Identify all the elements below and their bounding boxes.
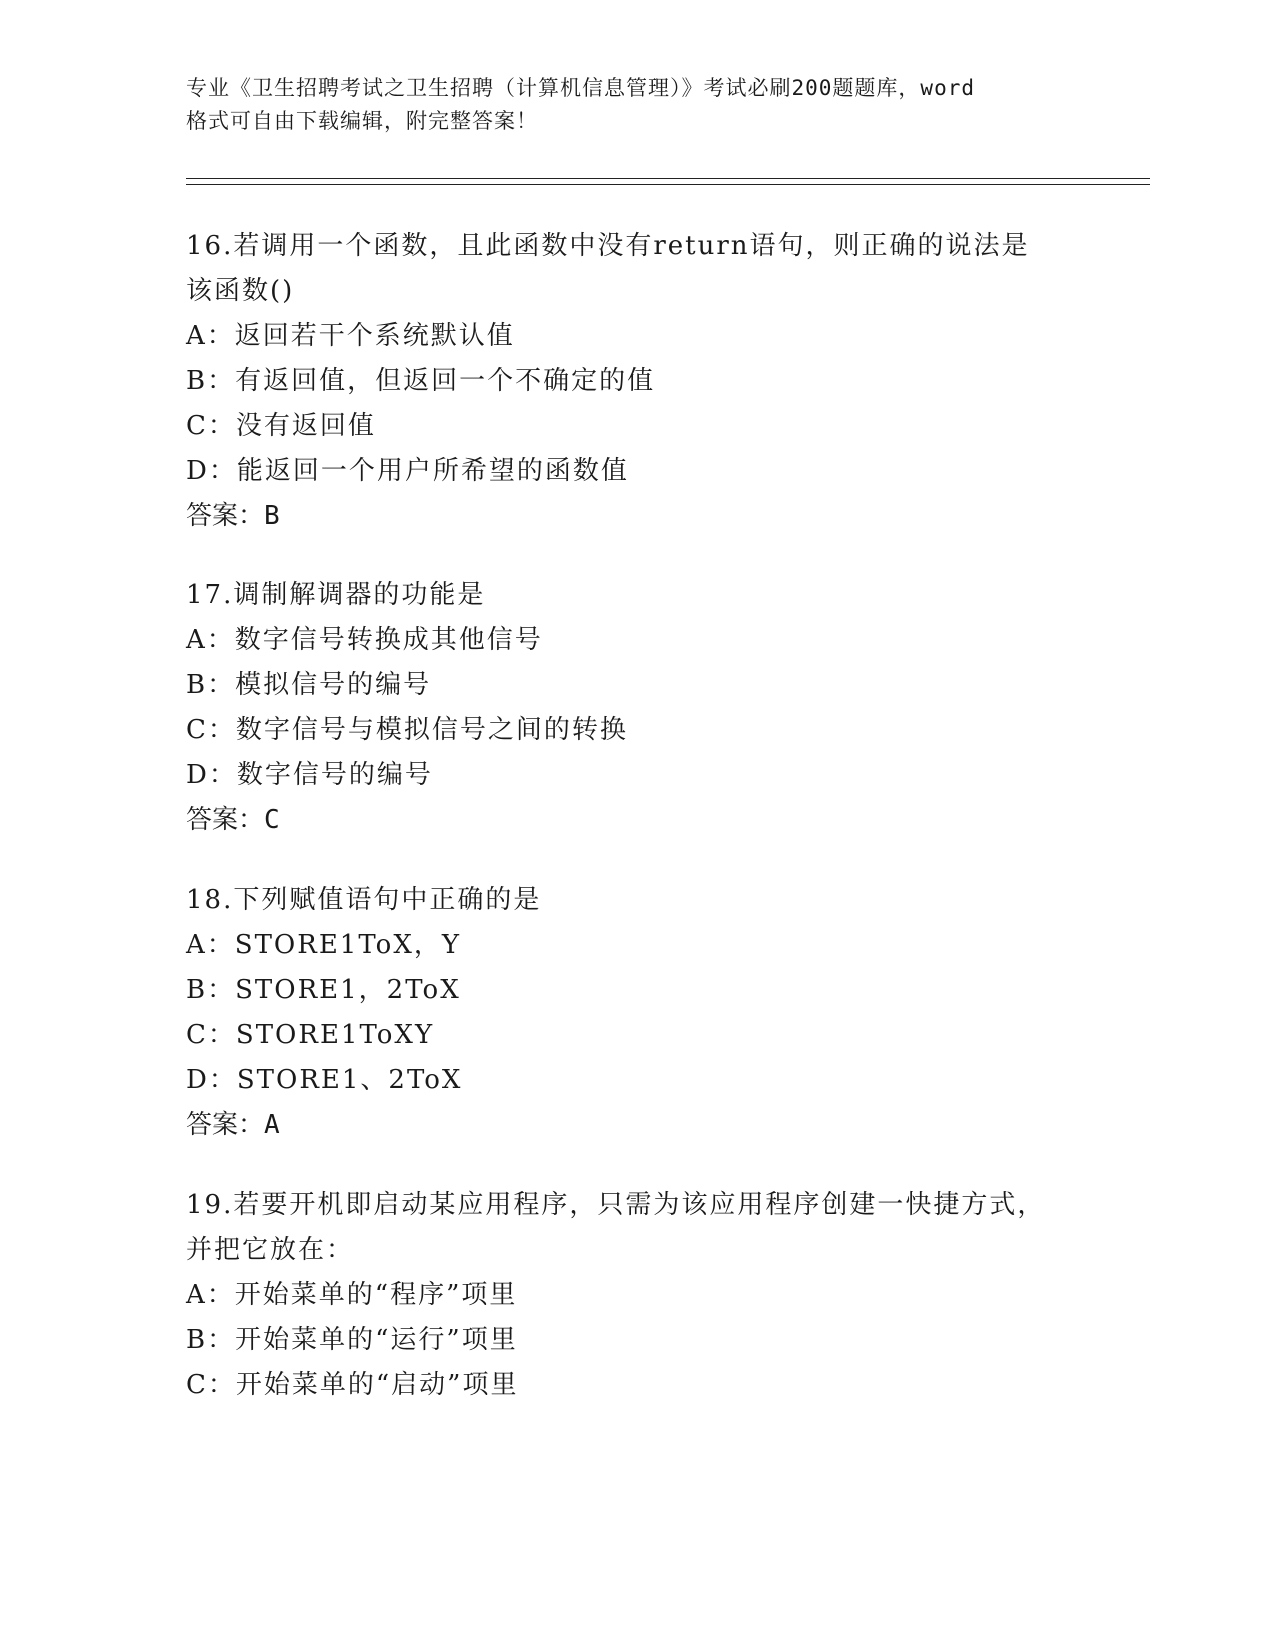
answer: 答案：B [186,501,280,531]
option-b: B：模拟信号的编号 [186,670,432,700]
option-a: A：返回若干个系统默认值 [186,321,515,351]
header-line-1: 专业《卫生招聘考试之卫生招聘（计算机信息管理）》考试必刷200题题库，word [186,76,975,100]
option-c: C：没有返回值 [186,411,376,441]
question-stem: 16.若调用一个函数，且此函数中没有return语句，则正确的说法是 [186,231,1030,261]
question-18 [186,878,1086,1148]
option-b: B：开始菜单的“运行”项里 [186,1325,518,1355]
question-19 [186,1183,1086,1408]
option-d: D：STORE1、2ToX [186,1065,463,1095]
option-b: B：有返回值，但返回一个不确定的值 [186,366,656,396]
option-b: B：STORE1，2ToX [186,975,461,1005]
question-stem-continued: 并把它放在： [186,1235,355,1265]
question-stem-continued: 该函数() [186,276,295,306]
option-c: C：开始菜单的“启动”项里 [186,1370,519,1400]
option-c: C：数字信号与模拟信号之间的转换 [186,715,628,745]
answer: 答案：A [186,1110,280,1140]
option-a: A：STORE1ToX，Y [186,930,461,960]
question-stem: 19.若要开机即启动某应用程序，只需为该应用程序创建一快捷方式， [186,1190,1046,1220]
option-a: A：开始菜单的“程序”项里 [186,1280,518,1310]
question-stem: 17.调制解调器的功能是 [186,580,486,610]
document-header [186,72,1086,138]
answer: 答案：C [186,805,280,835]
option-d: D：数字信号的编号 [186,760,433,790]
option-a: A：数字信号转换成其他信号 [186,625,543,655]
header-line-2: 格式可自由下载编辑，附完整答案！ [186,109,538,133]
question-16 [186,224,1086,539]
option-c: C：STORE1ToXY [186,1020,435,1050]
option-d: D：能返回一个用户所希望的函数值 [186,456,629,486]
header-double-rule [186,178,1150,185]
question-stem: 18.下列赋值语句中正确的是 [186,885,542,915]
question-17 [186,573,1086,843]
